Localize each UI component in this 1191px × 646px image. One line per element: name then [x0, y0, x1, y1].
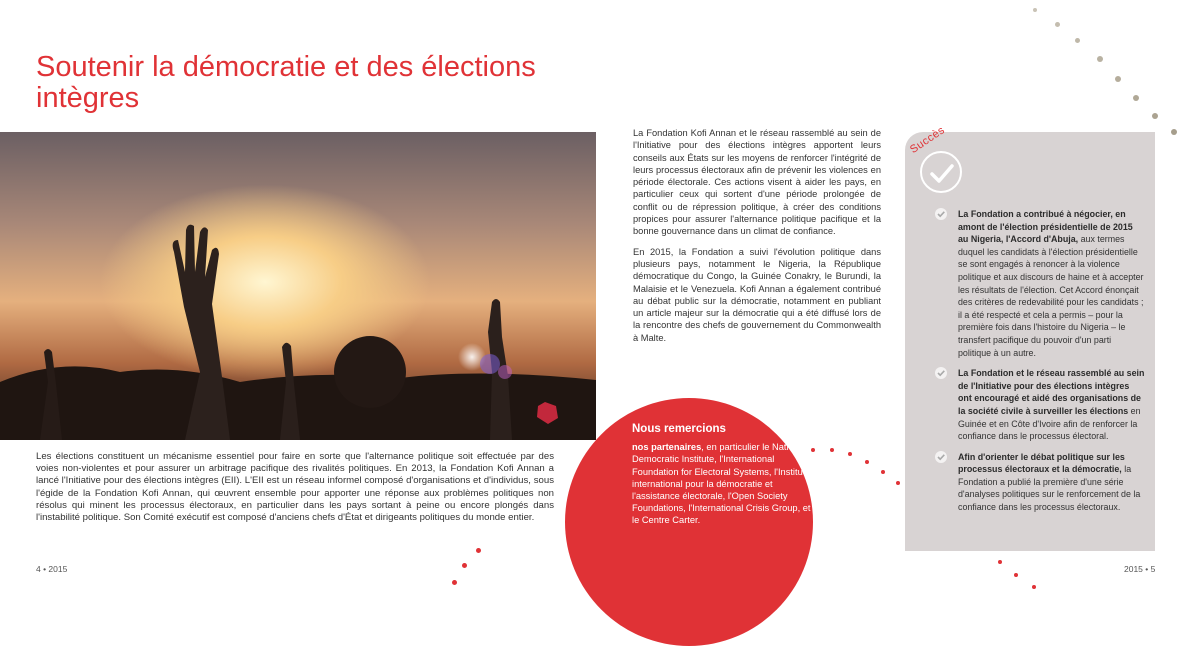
check-icon	[929, 163, 955, 185]
check-circle-icon	[935, 367, 947, 379]
success-item	[935, 451, 1145, 514]
hero-photo-raised-hands	[0, 132, 596, 440]
success-list	[935, 208, 1145, 522]
success-item-text: en Guinée et en Côte d'Ivoire afin de renforcer la confiance dans le processus électoral.	[958, 405, 1141, 442]
page-title: Soutenir la démocratie et des élections intègres	[36, 51, 536, 114]
success-item-bold: Afin d'orienter le débat politique sur les processus électoraux et la démocratie,	[958, 451, 1125, 475]
check-circle-icon	[935, 208, 947, 220]
success-item	[935, 367, 1145, 443]
success-item-text: la Fondation a publié la première d'une série d'analyses politiques sur le renforcement de la confiance dans les processus électoraux.	[958, 464, 1141, 513]
thanks-text: , en particulier le National Democratic Institute, l'International Foundation for Electoral Systems, l'Institut international pour la démocratie et l'assistance électorale, l'Open Society Foundations, l'International Crisis Group, et le Centre Carter.	[632, 442, 811, 526]
middle-column	[633, 127, 881, 352]
middle-paragraph-1: La Fondation Kofi Annan et le réseau rassemblé au sein de l'Initiative pour des élections intègres apportent leurs conseils aux États sur les moyens de renforcer l'intégrité de leurs processus électoraux afin de prévenir les violences en période électorale. Ces actions visent à aider les pays, en particulier ceux qui sortent d'une période prolongée de conflit ou de répression politique, à créer des conditions propices pour assurer l'alternance politique pacifique et la bonne gouvernance dans un climat de confiance.	[633, 128, 881, 237]
success-item-bold: La Fondation a contribué à négocier, en amont de l'élection présidentielle de 2015 au Nigeria, l'Accord d'Abuja,	[958, 209, 1133, 245]
middle-paragraph-2: En 2015, la Fondation a suivi l'évolution politique dans plusieurs pays, notamment le Nigeria, la République démocratique du Congo, la Guinée Conakry, le Burundi, la Malaisie et le Venezuela. Kofi Annan a également contribué au débat public sur la démocratie, notamment en publiant un article majeur sur la démocratie qui a été diffusé lors de la rencontre des chefs de gouvernement du Commonwealth à Malte.	[633, 246, 881, 343]
intro-paragraph: Les élections constituent un mécanisme essentiel pour faire en sorte que l'alternance politique soit effectuée par des voies non-violentes et pour assurer un arbitrage pacifique des rivalités politiques. En 2013, la Fondation Kofi Annan a lancé l'Initiative pour des élections intègres (EII). L'EII est un réseau informel composé d'organisations et d'individus, sous l'égide de la Fondation Kofi Annan, qui œuvrent ensemble pour apporter une réponse aux problèmes politiques non résolus qui minent les processus électoraux, en particulier dans les pays sortant à peine ou encore plongés dans l'instabilité politique. Son Comité exécutif est composé d'anciens chefs d'État et dirigeants politiques du monde entier.	[36, 451, 554, 524]
page-number-right: 2015 • 5	[1124, 564, 1156, 574]
check-circle-icon	[935, 451, 947, 463]
thanks-title: Nous remercions	[632, 423, 726, 435]
page-number-left: 4 • 2015	[36, 564, 68, 574]
hands-silhouette-illustration	[0, 132, 596, 440]
thanks-lead: nos partenaires	[632, 442, 702, 453]
success-item-bold: La Fondation et le réseau rassemblé au sein de l'Initiative pour des élections intègres ont encouragé et aidé des organisations de la société civile à surveiller les élections	[958, 368, 1145, 416]
success-label: Succès	[908, 124, 948, 156]
success-item	[935, 208, 1145, 359]
success-item-text: aux termes duquel les candidats à l'élection présidentielle se sont engagés à renoncer à la violence politique et aux discours de haine et à accepter les résultats de l'élection. Cet Accord énonçait des critères de redevabilité pour les candidats ; il a été respecté et cela a permis – pour la première fois dans l'histoire du Nigeria – le transfert pacifique du pouvoir d'un parti politique à un autre.	[958, 234, 1144, 358]
thanks-block	[632, 423, 812, 527]
